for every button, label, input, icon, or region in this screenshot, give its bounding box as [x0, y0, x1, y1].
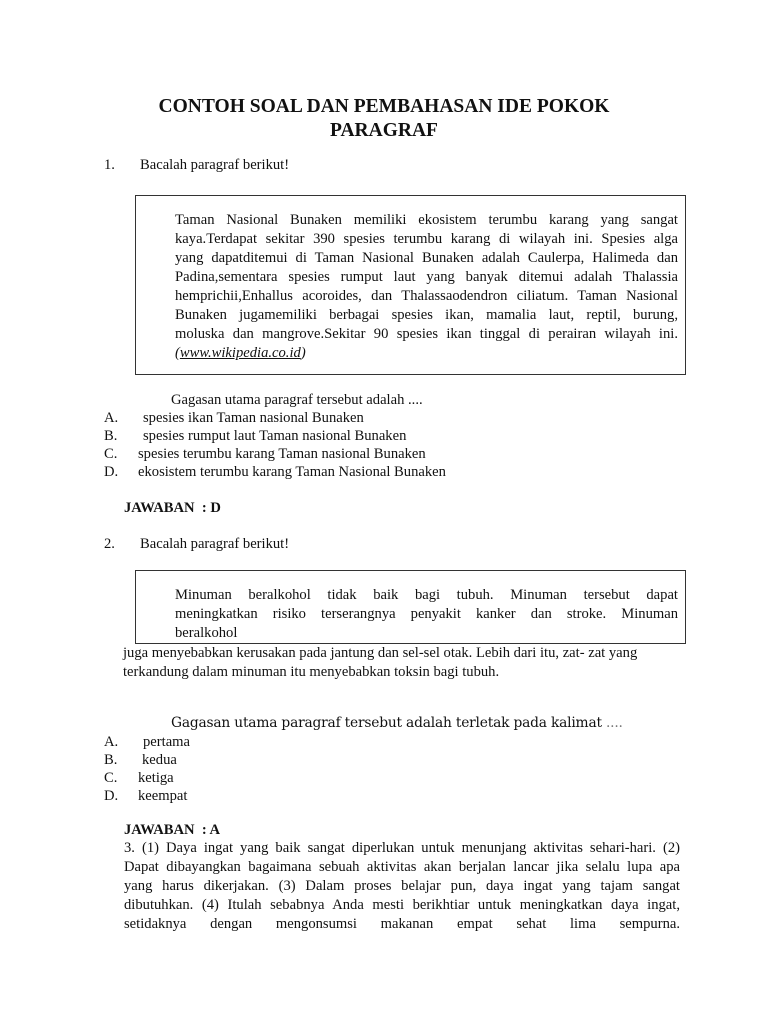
passage-line: hemprichii,Enhallus acoroides, dan Thalassaodendron ciliatum. Taman Nasional — [175, 288, 678, 304]
option-letter-d: D. — [104, 464, 119, 480]
option-letter-d: D. — [104, 788, 119, 804]
passage-line: kaya.Terdapat sekitar 390 spesies terumbu karang di wilayah ini. Spesies alga — [175, 231, 678, 247]
answer-key: JAWABAN : A — [124, 822, 221, 838]
passage-continuation — [123, 644, 637, 682]
option-text-d: keempat — [138, 788, 188, 804]
passage-line: 3. (1) Daya ingat yang baik sangat diperlukan untuk menunjang aktivitas sehari-hari. (2) — [124, 840, 680, 856]
passage-line: Dapat dibayangkan bagaimana sebuah aktivitas akan berjalan lancar jika selalu lupa apa — [124, 859, 680, 875]
passage-line: dibutuhkan. (4) Itulah sebabnya Anda mesti berikhtiar untuk meningkatkan daya ingat, — [124, 897, 680, 913]
option-text-b: spesies rumput laut Taman nasional Bunaken — [143, 428, 407, 444]
passage-line: Padina,sementara spesies rumput laut yang banyak ditemui adalah Thalassia — [175, 269, 678, 285]
passage-line: setidaknya dengan mengonsumsi makanan empat sehat lima sempurna. — [124, 916, 680, 932]
option-letter-a: A. — [104, 410, 119, 426]
passage-line: Taman Nasional Bunaken memiliki ekosistem terumbu karang yang sangat — [175, 212, 678, 228]
option-letter-c: C. — [104, 770, 118, 786]
question-number: 2. — [104, 536, 115, 552]
passage-line: yang dapatditemui di Taman Nasional Bunaken adalah Caulerpa, Halimeda dan — [175, 250, 678, 266]
passage-line: terkandung dalam minuman itu menyebabkan toksin bagi tubuh. — [123, 664, 500, 680]
passage-line: beralkohol — [175, 625, 238, 641]
question-instruction: Bacalah paragraf berikut! — [140, 157, 290, 173]
question-instruction: Bacalah paragraf berikut! — [140, 536, 290, 552]
passage-line: juga menyebabkan kerusakan pada jantung dan sel-sel otak. Lebih dari itu, zat- zat yang — [123, 645, 638, 661]
passage-line: Bunaken jugamemiliki berbagai spesies ikan, mamalia laut, reptil, burung, — [175, 307, 678, 323]
passage-text — [124, 839, 680, 934]
passage-line: yang harus dikerjakan. (3) Dalam proses belajar pun, daya ingat yang tajam sangat — [124, 878, 680, 894]
option-letter-b: B. — [104, 428, 118, 444]
option-letter-a: A. — [104, 734, 119, 750]
passage-line: meningkatkan risiko terserangnya penyakit kanker dan stroke. Minuman — [175, 606, 678, 622]
document-title-line-2: PARAGRAF — [330, 120, 438, 141]
option-text-c: ketiga — [138, 770, 174, 786]
passage-source: (www.wikipedia.co.id) — [175, 345, 306, 361]
question-prompt: Gagasan utama paragraf tersebut adalah terletak pada kalimat .... — [171, 715, 623, 731]
answer-key: JAWABAN : D — [124, 500, 221, 516]
passage-line: moluska dan mangrove.Sekitar 90 spesies ikan tinggal di perairan wilayah ini. — [175, 326, 678, 342]
option-letter-c: C. — [104, 446, 118, 462]
passage-line: Minuman beralkohol tidak baik bagi tubuh. Minuman tersebut dapat — [175, 587, 678, 603]
option-letter-b: B. — [104, 752, 118, 768]
source-link[interactable]: www.wikipedia.co.id — [179, 345, 301, 361]
option-text-c: spesies terumbu karang Taman nasional Bunaken — [138, 446, 426, 462]
option-text-b: kedua — [142, 752, 177, 768]
option-text-a: spesies ikan Taman nasional Bunaken — [143, 410, 364, 426]
question-prompt: Gagasan utama paragraf tersebut adalah .... — [171, 392, 423, 408]
option-text-d: ekosistem terumbu karang Taman Nasional Bunaken — [138, 464, 446, 480]
document-title-line-1: CONTOH SOAL DAN PEMBAHASAN IDE POKOK — [158, 96, 610, 117]
passage-text — [175, 586, 678, 643]
question-number: 1. — [104, 157, 115, 173]
passage-text — [175, 211, 678, 363]
option-text-a: pertama — [143, 734, 190, 750]
